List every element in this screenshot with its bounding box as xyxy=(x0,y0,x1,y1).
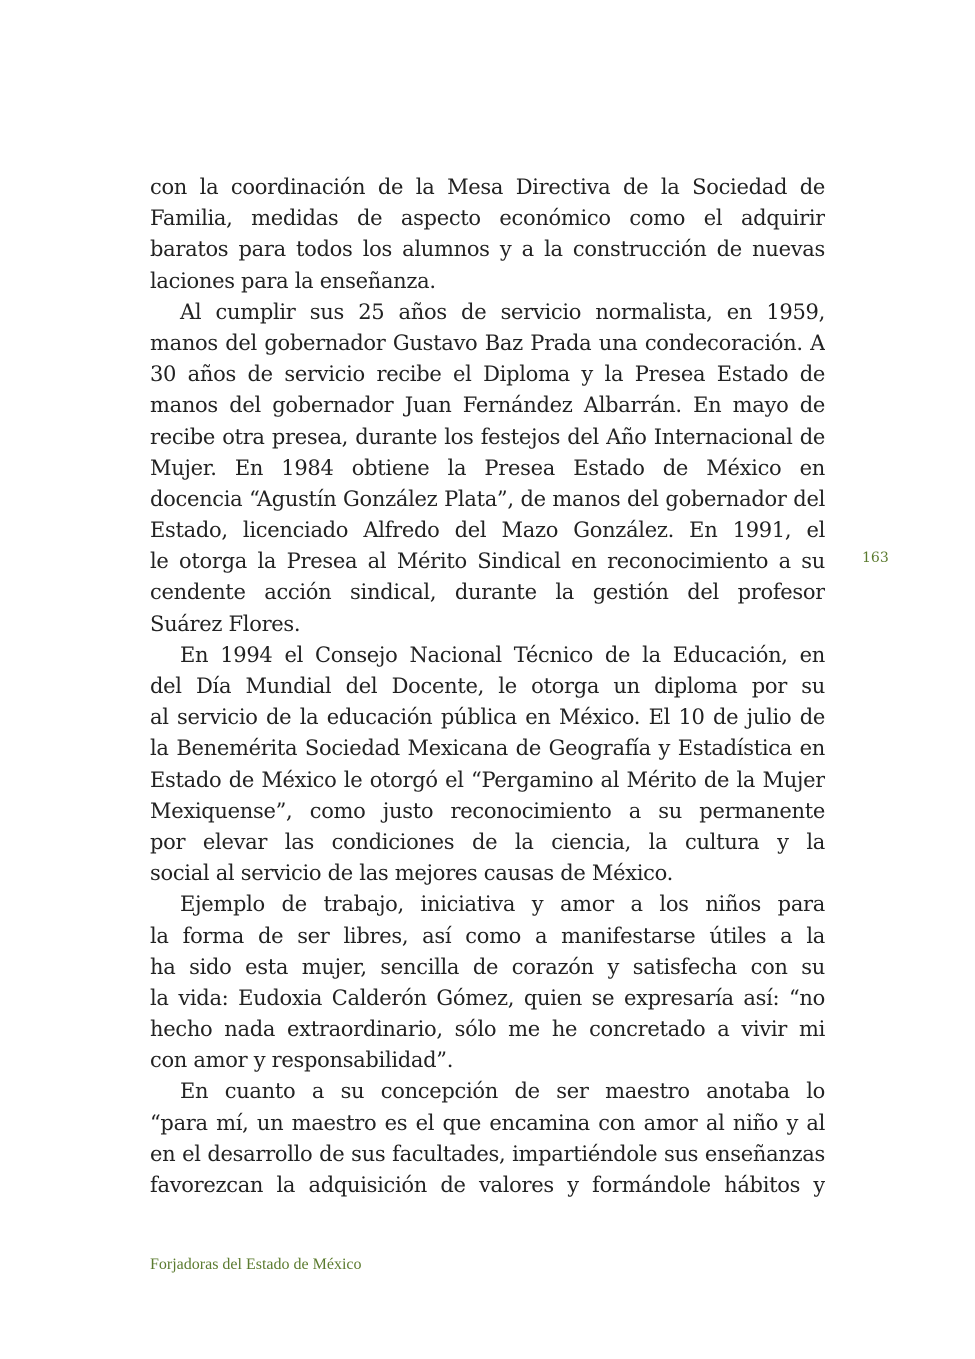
text-line: Al cumplir sus 25 años de servicio normalista, en 1959, xyxy=(180,299,825,324)
text-line: cendente acción sindical, durante la gestión del profesor xyxy=(150,580,825,605)
text-line: con la coordinación de la Mesa Directiva de la Sociedad de xyxy=(150,175,825,199)
text-line: la forma de ser libres, así como a manifestarse útiles a la xyxy=(150,923,825,948)
page-number: 163 xyxy=(862,550,889,566)
text-line: baratos para todos los alumnos y a la construcción de nuevas xyxy=(150,237,825,262)
text-line: le otorga la Presea al Mérito Sindical en reconocimiento a su xyxy=(150,549,825,574)
text-line: Mexiquense”, como justo reconocimiento a su permanente xyxy=(150,798,825,823)
text-line: “para mí, un maestro es el que encamina con amor al niño y al xyxy=(150,1110,825,1135)
text-line: social al servicio de las mejores causas de México. xyxy=(150,861,673,886)
text-line: manos del gobernador Gustavo Baz Prada una condecoración. A xyxy=(150,330,825,355)
text-line: con amor y responsabilidad”. xyxy=(150,1048,454,1073)
text-line: en el desarrollo de sus facultades, impartiéndole sus enseñanzas xyxy=(150,1141,825,1166)
text-line: En cuanto a su concepción de ser maestro anotaba lo xyxy=(180,1079,825,1104)
text-line: Familia, medidas de aspecto económico como el adquirir xyxy=(150,206,825,231)
text-line: hecho nada extraordinario, sólo me he concretado a vivir mi xyxy=(150,1017,825,1042)
text-line: al servicio de la educación pública en México. El 10 de julio de xyxy=(150,705,825,730)
text-line: Suárez Flores. xyxy=(150,611,301,636)
text-line: laciones para la enseñanza. xyxy=(150,268,436,293)
text-line: manos del gobernador Juan Fernández Albarrán. En mayo de xyxy=(150,393,825,418)
text-line: del Día Mundial del Docente, le otorga un diploma por su xyxy=(150,674,825,698)
text-line: 30 años de servicio recibe el Diploma y la Presea Estado de xyxy=(150,362,825,387)
text-line: Estado de México le otorgó el “Pergamino al Mérito de la Mujer xyxy=(150,767,825,792)
text-line: ha sido esta mujer, sencilla de corazón y satisfecha con su xyxy=(150,954,825,979)
text-line: la Benemérita Sociedad Mexicana de Geografía y Estadística en xyxy=(150,736,825,761)
text-line: docencia “Agustín González Plata”, de manos del gobernador del xyxy=(150,486,825,511)
running-footer: Forjadoras del Estado de México xyxy=(150,1256,362,1273)
text-line: Mujer. En 1984 obtiene la Presea Estado de México en xyxy=(150,455,825,480)
text-line: Estado, licenciado Alfredo del Mazo González. En 1991, el xyxy=(150,518,825,543)
text-line: En 1994 el Consejo Nacional Técnico de la Educación, en xyxy=(180,642,825,667)
text-line: por elevar las condiciones de la ciencia, la cultura y la xyxy=(150,829,825,854)
body-text xyxy=(150,172,825,1201)
text-line: la vida: Eudoxia Calderón Gómez, quien se expresaría así: “no xyxy=(150,985,825,1010)
text-line: favorezcan la adquisición de valores y formándole hábitos y xyxy=(150,1173,825,1197)
text-line: recibe otra presea, durante los festejos del Año Internacional de xyxy=(150,424,825,449)
text-line: Ejemplo de trabajo, iniciativa y amor a los niños para xyxy=(180,892,825,917)
